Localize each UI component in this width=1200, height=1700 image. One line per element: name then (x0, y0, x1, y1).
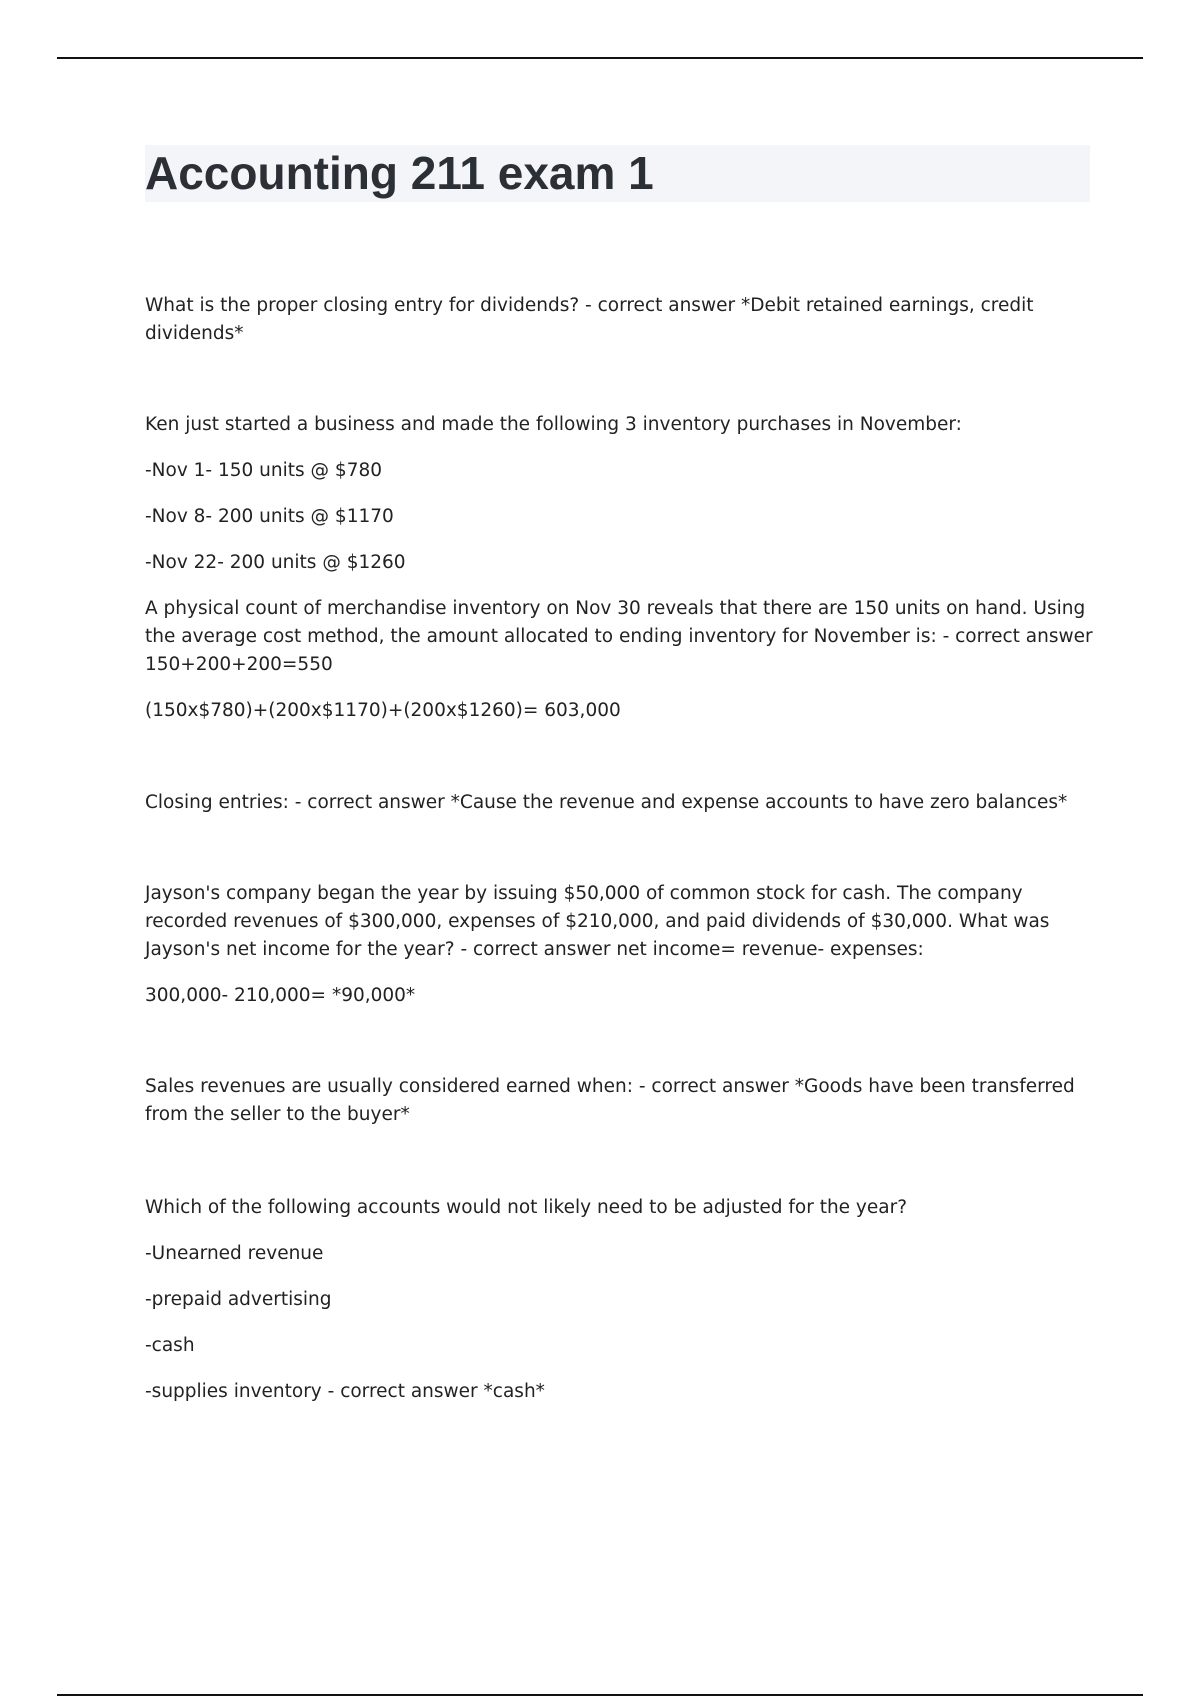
qa-item-2 (145, 411, 1095, 725)
page-title: Accounting 211 exam 1 (145, 147, 654, 199)
qa-line: -supplies inventory - correct answer *cash* (145, 1381, 545, 1402)
qa-line: -prepaid advertising (145, 1289, 332, 1310)
qa-item-6 (145, 1194, 1095, 1406)
qa-line: -Nov 22- 200 units @ $1260 (145, 552, 406, 573)
qa-line: Closing entries: - correct answer *Cause the revenue and expense accounts to have zero balances* (145, 792, 1068, 813)
bottom-divider (57, 1694, 1143, 1696)
qa-line: -Nov 1- 150 units @ $780 (145, 460, 383, 481)
qa-line: 300,000- 210,000= *90,000* (145, 985, 416, 1006)
qa-line: Sales revenues are usually considered earned when: - correct answer *Goods have been transferred from the seller to the buyer* (145, 1076, 1075, 1125)
qa-item-4 (145, 880, 1095, 1010)
qa-item-1 (145, 292, 1095, 348)
qa-line: A physical count of merchandise inventory on Nov 30 reveals that there are 150 units on hand. Using the average cost method, the amount allocated to ending inventory for November is: - correct answer 150+200+200=550 (145, 598, 1093, 675)
qa-line: Ken just started a business and made the following 3 inventory purchases in November: (145, 414, 962, 435)
qa-line: -Nov 8- 200 units @ $1170 (145, 506, 394, 527)
qa-line: (150x$780)+(200x$1170)+(200x$1260)= 603,000 (145, 700, 621, 721)
qa-line: -cash (145, 1335, 195, 1356)
qa-line: What is the proper closing entry for dividends? - correct answer *Debit retained earnings, credit dividends* (145, 295, 1034, 344)
qa-line: Jayson's company began the year by issuing $50,000 of common stock for cash. The company recorded revenues of $300,000, expenses of $210,000, and paid dividends of $30,000. What was Jayson's net income for the year? - correct answer net income= revenue- expenses: (145, 883, 1050, 960)
qa-item-3 (145, 789, 1095, 817)
qa-line: Which of the following accounts would not likely need to be adjusted for the year? (145, 1197, 908, 1218)
top-divider (57, 57, 1143, 59)
qa-line: -Unearned revenue (145, 1243, 324, 1264)
qa-item-5 (145, 1073, 1095, 1129)
